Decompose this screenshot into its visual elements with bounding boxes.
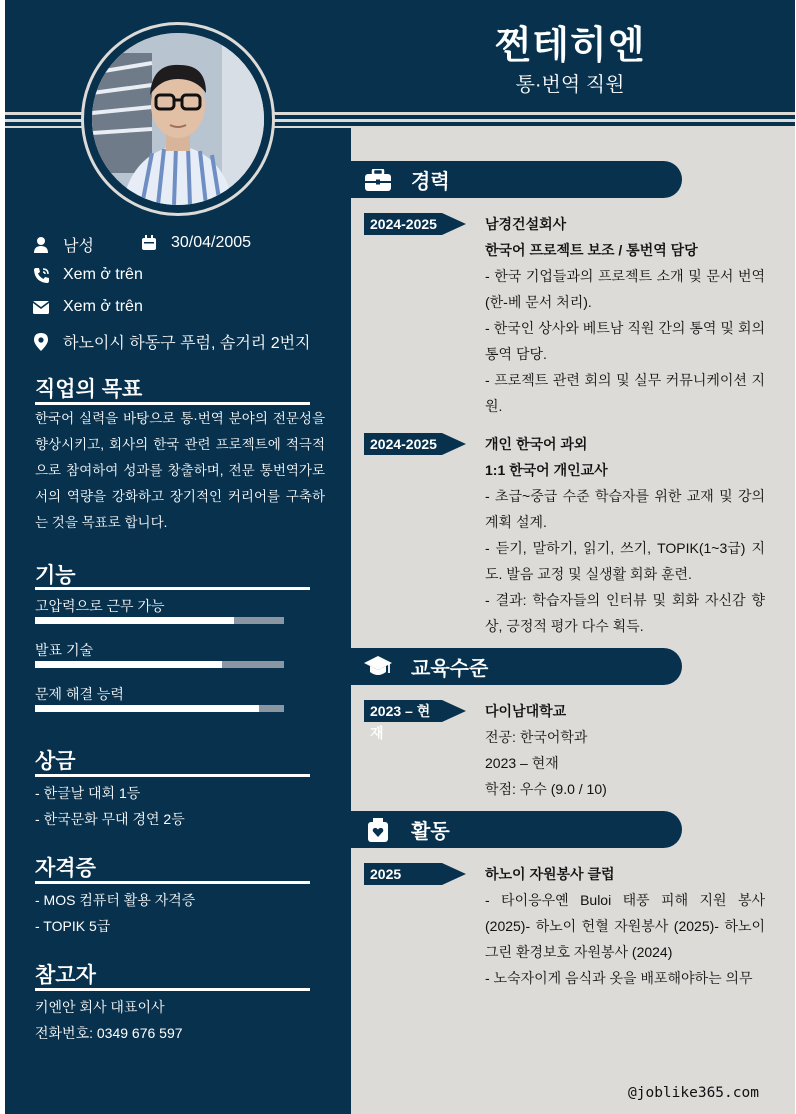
activity-org: 하노이 자원봉사 클럽 [485, 866, 615, 882]
section-divider [35, 988, 310, 991]
skill-bar-fill [35, 661, 222, 668]
experience-detail: - 결과: 학습자들의 인터뷰 및 회화 자신감 향상, 긍정적 평가 다수 획득. [485, 592, 765, 634]
experience-date-tag [364, 433, 466, 455]
objective-text: 한국어 실력을 바탕으로 통·번역 분야의 전문성을 향상시키고, 회사의 한국 관련 프로젝트에 적극적으로 참여하여 성과를 창출하며, 전문 통번역가로서의 역량을 강화하고 장기적인 커리어를 구축하는 것을 목표로 합니다. [35, 411, 325, 530]
references-title: 참고자 [35, 964, 96, 987]
skill-label: 고압력으로 근무 가능 [35, 598, 165, 614]
activity-detail: - 노숙자이게 음식과 옷을 배포해야하는 의무 [485, 970, 753, 986]
experience-entry [485, 211, 765, 419]
section-divider [35, 402, 310, 405]
experience-detail: - 한국 기업들과의 프로젝트 소개 및 문서 번역(한-베 문서 처리). [485, 268, 765, 310]
activities-date-tag [364, 863, 466, 885]
section-divider [35, 774, 310, 777]
school-name: 다이남대학교 [485, 703, 567, 719]
certificate-item: - TOPIK 5급 [35, 918, 111, 934]
skill-label: 문제 해결 능력 [35, 686, 124, 702]
experience-detail: - 초급~중급 수준 학습자를 위한 교재 및 강의 계획 설계. [485, 488, 765, 530]
date-text: 2025 [364, 863, 442, 885]
experience-entry [485, 431, 765, 639]
experience-org: 개인 한국어 과외 [485, 436, 588, 452]
briefcase-icon [363, 165, 393, 195]
experience-role: 한국어 프로젝트 보조 / 통번역 담당 [485, 242, 698, 258]
gender-row [31, 233, 94, 256]
skill-bar-fill [35, 705, 259, 712]
avatar [92, 33, 264, 205]
skill-bar [35, 617, 284, 624]
email-row [31, 297, 143, 317]
activity-detail: - 타이응우옌 Buloi 태풍 피해 지원 봉사 (2025)- 하노이 헌혈 자원봉사 (2025)- 하노이 그린 환경보호 자원봉사 (2024) [485, 892, 765, 960]
skill-bar [35, 661, 284, 668]
experience-detail: - 듣기, 말하기, 읽기, 쓰기, TOPIK(1~3급) 지도. 발음 교정 및 실생활 회화 훈련. [485, 540, 765, 582]
education-title: 교육수준 [411, 658, 489, 680]
birthdate-value: 30/04/2005 [171, 234, 252, 251]
education-detail: 2023 – 현재 [485, 755, 559, 771]
phone-row [31, 265, 143, 285]
phone-value: Xem ở trên [63, 266, 143, 283]
award-item: - 한국문화 무대 경연 2등 [35, 811, 185, 827]
graduation-cap-icon [363, 652, 393, 682]
award-item: - 한글날 대회 1등 [35, 785, 141, 801]
experience-detail: - 한국인 상사와 베트남 직원 간의 통역 및 회의 통역 담당. [485, 320, 765, 362]
date-text: 2023 – 현재 [364, 700, 442, 722]
location-pin-icon [31, 332, 51, 352]
candidate-name: 쩐테히엔 [494, 25, 646, 67]
experience-title: 경력 [411, 171, 450, 193]
birthdate-row [139, 233, 251, 253]
skill-bar [35, 705, 284, 712]
certificates-title: 자격증 [35, 857, 96, 880]
mail-icon [31, 297, 51, 317]
watermark: @joblike365.com [628, 1085, 759, 1101]
education-entry [485, 698, 765, 802]
email-value: Xem ở trên [63, 298, 143, 315]
experience-org: 남경건설회사 [485, 216, 567, 232]
education-date-tag [364, 700, 466, 741]
activities-entry [485, 861, 765, 991]
section-divider [35, 881, 310, 884]
reference-item: 키엔안 회사 대표이사 [35, 999, 165, 1015]
objective-title: 직업의 목표 [35, 378, 143, 401]
person-icon [31, 235, 51, 255]
skill-bar-fill [35, 617, 234, 624]
activities-header [351, 811, 682, 848]
education-detail: 학점: 우수 (9.0 / 10) [485, 781, 607, 797]
certificate-item: - MOS 컴퓨터 활용 자격증 [35, 892, 196, 908]
address-row [31, 330, 311, 353]
heart-badge-icon [363, 815, 393, 845]
calendar-icon [139, 233, 159, 253]
resume-page [5, 0, 795, 1114]
skills-title: 기능 [35, 564, 76, 587]
candidate-job-title: 통·번역 직원 [515, 74, 625, 96]
education-header [351, 648, 682, 685]
experience-role: 1:1 한국어 개인교사 [485, 462, 608, 478]
experience-header [351, 161, 682, 198]
address-value: 하노이시 하동구 푸럼, 솜거리 2번지 [63, 335, 311, 352]
phone-icon [31, 265, 51, 285]
date-text: 2024-2025 [364, 213, 442, 235]
activities-title: 활동 [411, 821, 450, 843]
education-detail: 전공: 한국어학과 [485, 729, 588, 745]
awards-title: 상금 [35, 750, 76, 773]
experience-detail: - 프로젝트 관련 회의 및 실무 커뮤니케이션 지원. [485, 372, 765, 414]
experience-date-tag [364, 213, 466, 235]
gender-value: 남성 [63, 238, 94, 255]
date-text: 2024-2025 [364, 433, 442, 455]
skill-label: 발표 기술 [35, 642, 93, 658]
section-divider [35, 587, 310, 590]
reference-item: 전화번호: 0349 676 597 [35, 1025, 183, 1041]
